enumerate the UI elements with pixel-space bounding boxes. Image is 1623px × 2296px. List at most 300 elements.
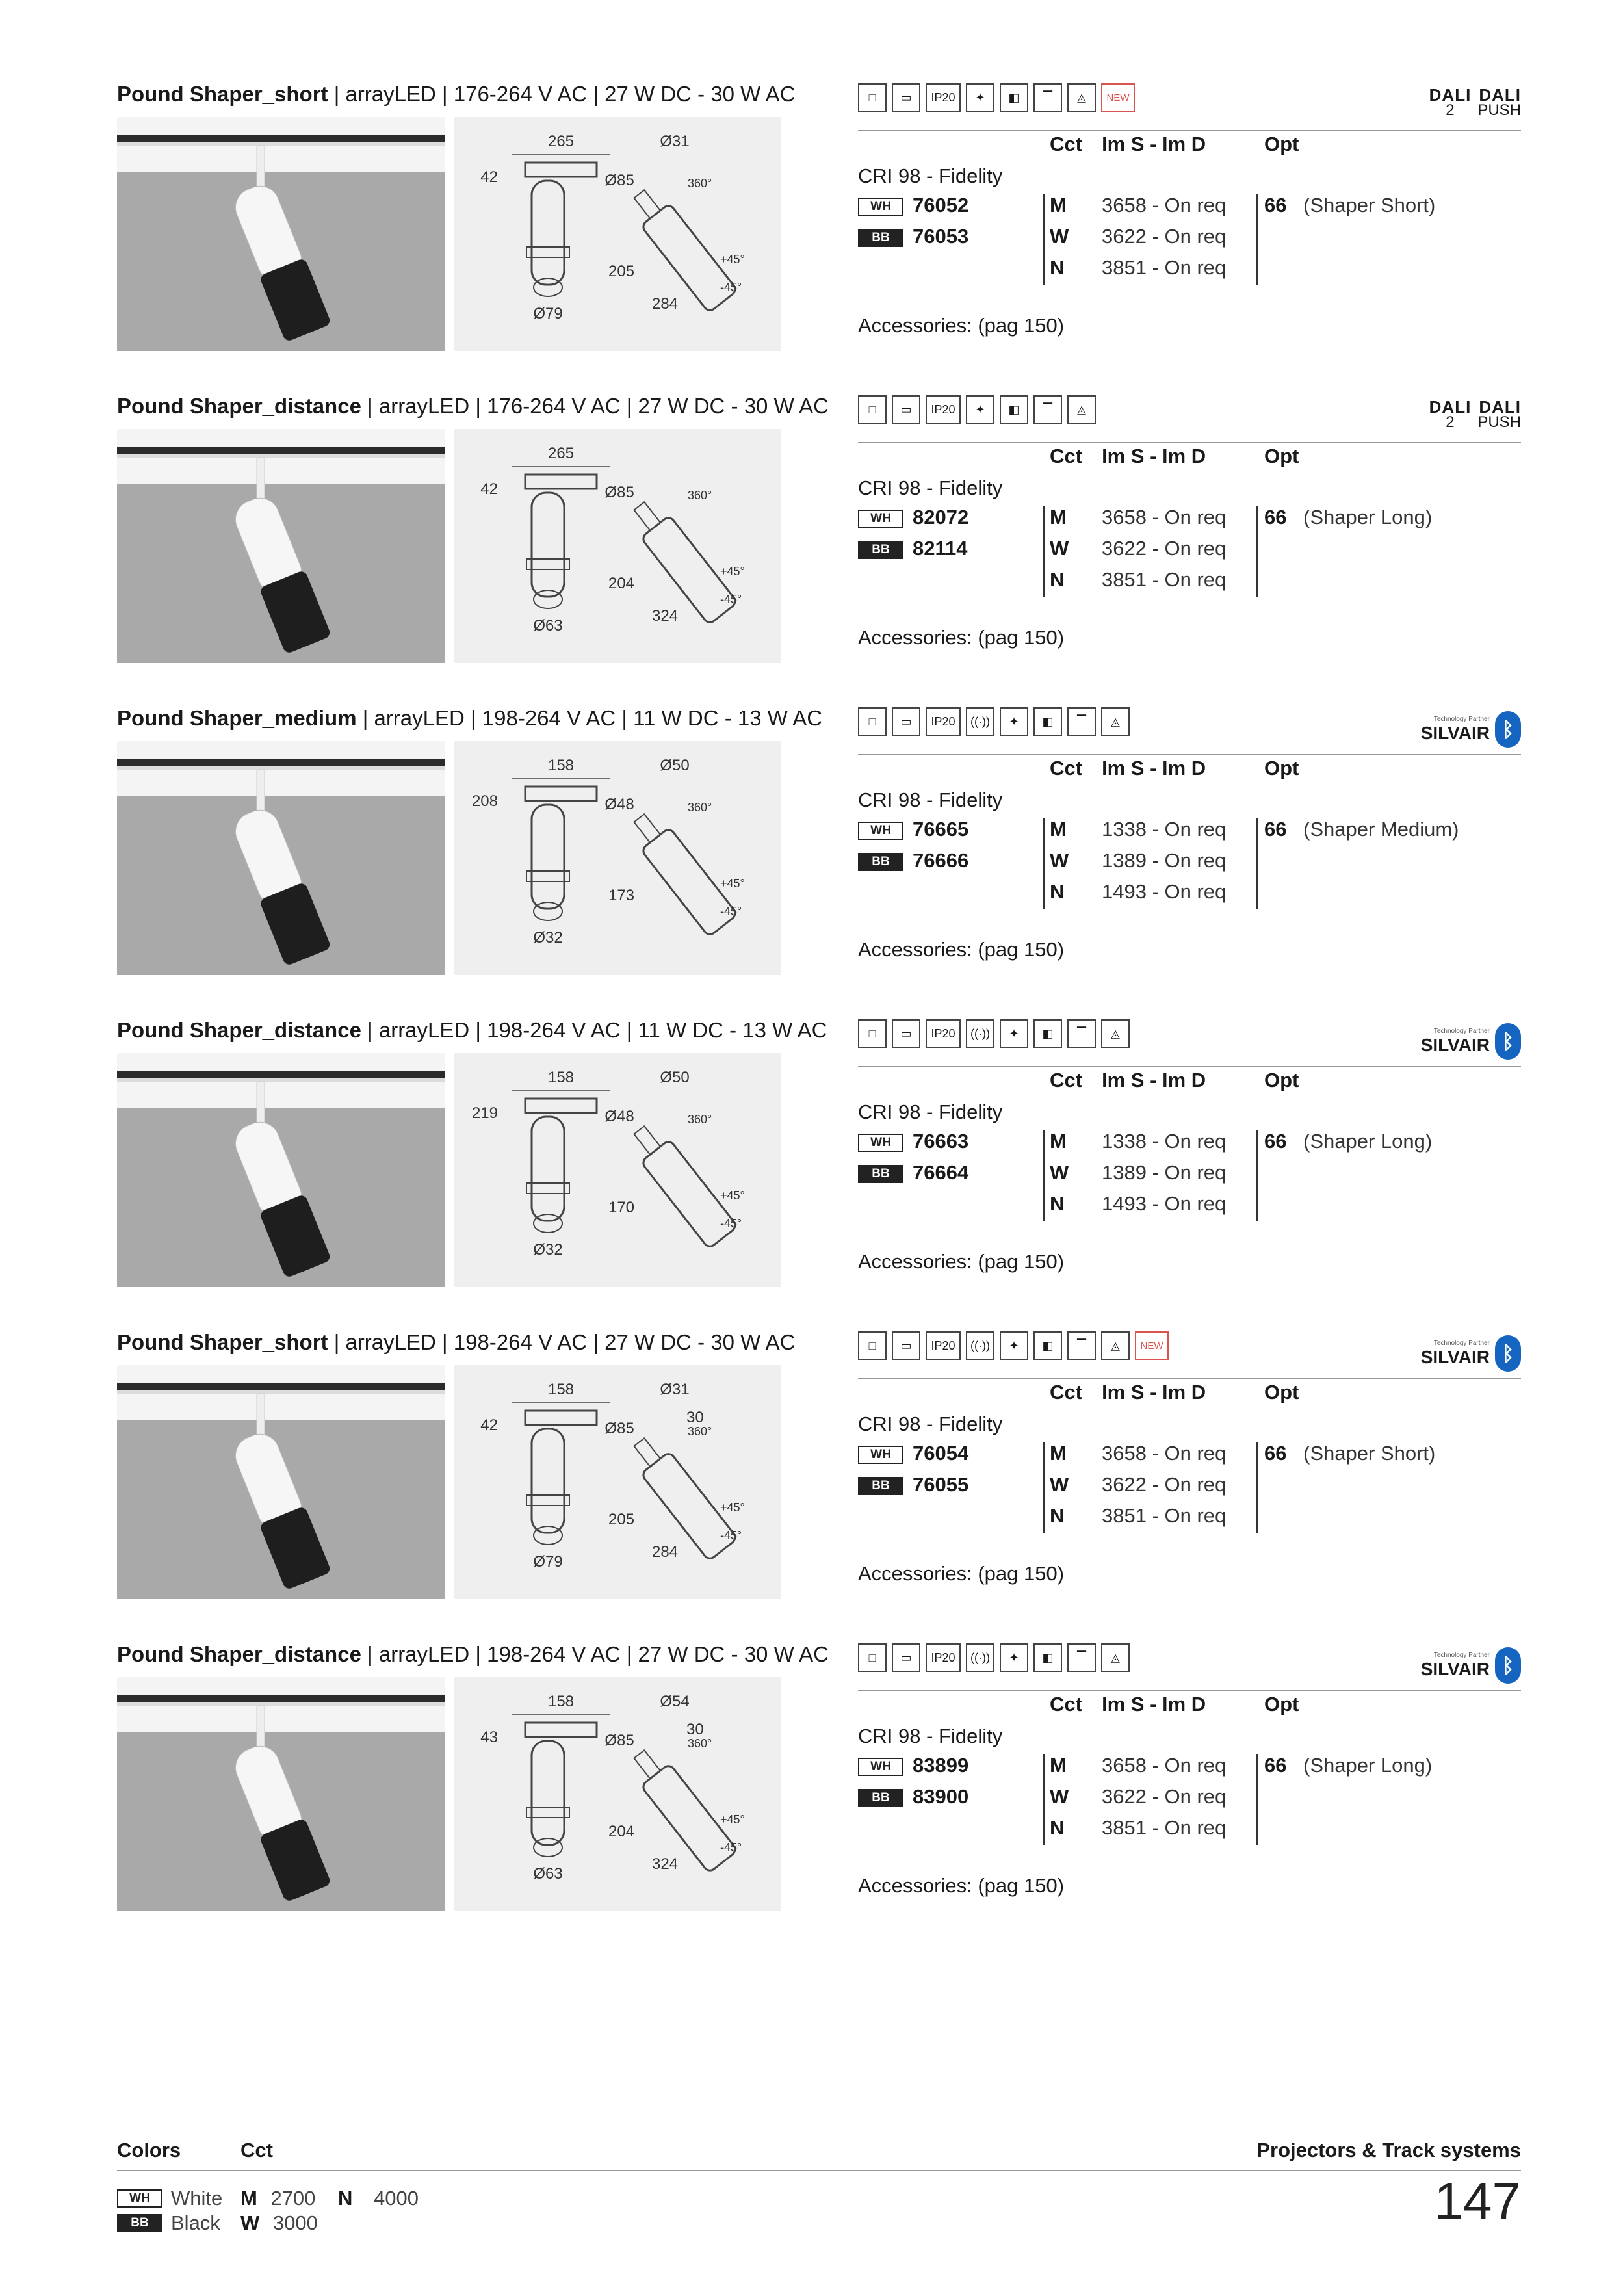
product-code: 76053 [913,225,969,248]
spec-icon: ✦ [966,395,994,424]
lumen-value: 3622 - On req [1102,537,1227,560]
product-name: Pound Shaper_distance [117,1018,361,1042]
product-title [117,1018,827,1043]
opt-label: (Shaper Long) [1303,506,1433,528]
lumen-header: lm S - lm D [1102,445,1206,467]
cct-row [858,1785,1521,1815]
product-photo [117,1365,445,1599]
track-adapter [525,787,597,801]
lumen-header: lm S - lm D [1102,1381,1206,1403]
product-name: Pound Shaper_distance [117,394,361,418]
body-diameter-dim: Ø85 [604,1420,634,1437]
cct-code: N [1050,1192,1065,1215]
height-dim: 42 [480,480,498,498]
cct-header: Cct [1050,1069,1082,1091]
cct-code: N [1050,568,1065,591]
spec-icon: ◧ [1000,83,1028,112]
spec-icon: ✦ [1000,1019,1028,1048]
dimension-drawing [454,1365,781,1599]
technology-partner-label: Technology Partner [1433,1339,1490,1347]
footer-color-black [117,2211,221,2237]
tilt-plus-dim: +45° [720,565,745,578]
spotlight-image [117,1677,445,1911]
accessories-note: Accessories: (pag 150) [858,1562,1065,1585]
tilt-minus-dim: -45° [720,1529,742,1542]
width-dim: 265 [547,133,575,150]
spec-icon: ✦ [1000,1331,1028,1360]
lumen-value: 3658 - On req [1102,506,1227,528]
spec-icon: ◬ [1101,1331,1130,1360]
extra-dim: 30 [686,1409,704,1426]
accessories-note: Accessories: (pag 150) [858,938,1065,961]
cct-code: W [1050,1473,1069,1496]
front-lens [534,1214,562,1233]
lumen-value: 3851 - On req [1102,1816,1227,1839]
spec-icon: ✦ [1000,1643,1028,1672]
front-body [532,805,564,909]
length-dim: 204 [608,575,635,592]
color-badge: WH [858,198,903,216]
cct-code: N [1050,1504,1065,1527]
silvair-name: SILVAIR [1420,1658,1490,1679]
cct-code: M [1050,1442,1067,1465]
spec-icons [858,83,1135,112]
opt-number: 66 [1264,1442,1287,1465]
spec-icon: ▔ [1033,83,1062,112]
opt-header: Opt [1264,1693,1299,1715]
spotlight-image [117,741,445,975]
spec-icon: ◬ [1101,1643,1130,1672]
front-body [532,1117,564,1221]
lumen-value: 3622 - On req [1102,1473,1227,1496]
silvair-name: SILVAIR [1420,1034,1490,1055]
bottom-diameter-dim: Ø63 [533,1865,563,1883]
cct-header: Cct [1050,757,1082,779]
cri-label: CRI 98 - Fidelity [858,1101,1003,1123]
width-dim: 158 [547,1069,575,1086]
color-badge: WH [858,822,903,840]
wh-badge: WH [117,2189,162,2208]
footer-color-white [117,2187,221,2213]
rotation-dim: 360° [688,489,712,502]
color-badge: BB [858,853,903,871]
body-diameter-dim: Ø48 [604,796,634,813]
bottom-diameter-dim: Ø32 [533,1241,563,1259]
cct-code: N [1050,1816,1065,1839]
product-title [117,394,829,419]
spec-icon: IP20 [926,1331,961,1360]
lumen-value: 3851 - On req [1102,256,1227,279]
cri-label: CRI 98 - Fidelity [858,164,1003,187]
spec-icon: ((·)) [966,1643,994,1672]
product-section [117,1643,1521,1949]
spec-icon: ((·)) [966,1019,994,1048]
dali-2-logo: DALI 2 [1429,85,1472,119]
spec-icon: ▭ [892,707,920,736]
front-body [532,1429,564,1533]
lumen-value: 3658 - On req [1102,1442,1227,1465]
lumen-value: 3658 - On req [1102,1754,1227,1777]
track-adapter [525,1411,597,1425]
cct-code: M [1050,1754,1067,1777]
length2-dim: 324 [651,607,679,625]
silvair-logo [1421,1023,1521,1060]
tilt-plus-dim: +45° [720,1501,745,1514]
opt-label: (Shaper Medium) [1303,818,1459,841]
color-badge: WH [858,1446,903,1464]
dimension-drawing [454,1053,781,1287]
silvair-logo [1421,711,1521,748]
spec-icon: ▭ [892,83,920,112]
opt-header: Opt [1264,757,1299,779]
technical-drawing [454,1365,781,1599]
product-title [117,1330,796,1355]
opt-row [858,506,1521,536]
top-diameter-dim: Ø54 [660,1693,690,1710]
color-badge: BB [858,1165,903,1183]
bluetooth-icon: ᛒ [1495,1335,1521,1372]
n-val: 4000 [374,2187,419,2210]
spec-panel [858,83,1521,356]
spec-icon: ✦ [966,83,994,112]
w-key: W [240,2211,260,2234]
product-name: Pound Shaper_short [117,82,328,106]
front-ring [526,871,569,881]
front-ring [526,559,569,569]
spec-icon: ◧ [1033,1331,1062,1360]
dimension-drawing [454,1677,781,1911]
spec-icon: ((·)) [966,1331,994,1360]
lumen-value: 1493 - On req [1102,880,1227,903]
cct-row [858,568,1521,598]
lumen-value: 1389 - On req [1102,849,1227,872]
cct-header: Cct [1050,133,1082,155]
dali-logo [1429,87,1521,118]
product-code: 76666 [913,849,969,872]
spec-icons [858,395,1096,424]
color-badge: BB [858,541,903,559]
dali-push-logo: DALI PUSH [1477,85,1521,119]
footer-cct-label: Cct [240,2139,273,2161]
spotlight-image [117,1053,445,1287]
page-number: 147 [1434,2172,1521,2230]
tilt-minus-dim: -45° [720,905,742,918]
lumen-value: 3622 - On req [1102,1785,1227,1808]
product-code: 82114 [913,537,968,560]
product-code: 76055 [913,1473,969,1496]
spec-icon: ▭ [892,1331,920,1360]
tilt-plus-dim: +45° [720,877,745,890]
body-diameter-dim: Ø85 [604,172,634,189]
rotation-dim: 360° [688,177,712,190]
m-val: 2700 [270,2187,316,2210]
dimension-drawing [454,741,781,975]
product-specs: | arrayLED | 176-264 V AC | 27 W DC - 30 W AC [361,394,829,418]
spec-divider [858,442,1521,443]
product-photo [117,117,445,351]
front-ring [526,1495,569,1506]
spec-icons [858,1643,1130,1672]
footer-cct-m [240,2187,315,2210]
technical-drawing [454,741,781,975]
accessories-note: Accessories: (pag 150) [858,1874,1065,1897]
cct-code: M [1050,194,1067,216]
product-specs: | arrayLED | 198-264 V AC | 27 W DC - 30 W AC [328,1330,796,1354]
front-ring [526,1183,569,1194]
spec-panel [858,1019,1521,1292]
footer-category: Projectors & Track systems [1256,2139,1521,2161]
cct-row [858,1192,1521,1222]
product-code: 76052 [913,194,969,216]
product-code: 82072 [913,506,969,528]
bottom-diameter-dim: Ø79 [533,1553,563,1571]
height-dim: 43 [480,1729,498,1746]
product-specs: | arrayLED | 176-264 V AC | 27 W DC - 30 W AC [328,82,796,106]
body-diameter-dim: Ø48 [604,1108,634,1125]
opt-number: 66 [1264,1130,1287,1153]
product-section [117,395,1521,701]
product-name: Pound Shaper_short [117,1330,328,1354]
spec-icon: □ [858,1331,887,1360]
front-lens [534,902,562,920]
extra-dim: 30 [686,1721,704,1738]
spec-panel [858,1331,1521,1604]
cct-row [858,1504,1521,1534]
track-adapter [525,163,597,177]
technology-partner-label: Technology Partner [1433,1651,1490,1659]
new-badge: NEW [1101,83,1135,112]
footer-colors-label: Colors [117,2139,181,2161]
opt-number: 66 [1264,1754,1287,1777]
cct-code: N [1050,880,1065,903]
dimension-drawing [454,429,781,663]
bottom-diameter-dim: Ø79 [533,305,563,322]
opt-header: Opt [1264,133,1299,155]
front-ring [526,247,569,257]
bluetooth-icon: ᛒ [1495,1023,1521,1060]
height-dim: 208 [471,792,498,810]
spec-icon: IP20 [926,1019,961,1048]
bb-badge: BB [117,2214,162,2232]
dimension-drawing [454,117,781,351]
spec-panel [858,395,1521,668]
opt-header: Opt [1264,1069,1299,1091]
cct-code: M [1050,818,1067,841]
cri-label: CRI 98 - Fidelity [858,1725,1003,1747]
body-diameter-dim: Ø85 [604,484,634,501]
footer-cct-n [338,2187,419,2210]
tilt-minus-dim: -45° [720,593,742,606]
spec-divider [858,754,1521,755]
accessories-note: Accessories: (pag 150) [858,1250,1065,1273]
opt-row [858,1754,1521,1784]
cct-code: W [1050,225,1069,248]
top-diameter-dim: Ø31 [660,1381,690,1398]
color-badge: WH [858,1134,903,1152]
track-adapter [525,475,597,489]
cct-code: W [1050,1161,1069,1184]
spec-panel [858,1643,1521,1916]
opt-number: 66 [1264,194,1287,216]
accessories-note: Accessories: (pag 150) [858,626,1065,649]
spec-icon: ▭ [892,1643,920,1672]
body-diameter-dim: Ø85 [604,1732,634,1749]
spec-divider [858,1378,1521,1379]
opt-number: 66 [1264,506,1287,528]
cct-row [858,849,1521,879]
top-diameter-dim: Ø50 [660,757,690,774]
spec-icon: IP20 [926,1643,961,1672]
spec-icon: ▔ [1067,1019,1096,1048]
spec-icon: ◧ [1033,1643,1062,1672]
spec-icon: ▔ [1033,395,1062,424]
product-name: Pound Shaper_distance [117,1642,361,1666]
technology-partner-label: Technology Partner [1433,715,1490,723]
cct-row [858,1161,1521,1191]
product-code: 83900 [913,1785,969,1808]
cct-code: M [1050,1130,1067,1153]
color-badge: BB [858,1477,903,1495]
opt-row [858,194,1521,224]
lumen-value: 1338 - On req [1102,818,1227,841]
length-dim: 205 [608,1511,635,1528]
cri-label: CRI 98 - Fidelity [858,1413,1003,1435]
rotation-dim: 360° [688,801,712,814]
color-badge: WH [858,1758,903,1776]
tilt-minus-dim: -45° [720,1841,742,1854]
product-title [117,706,822,731]
wh-name: White [171,2187,223,2210]
product-specs: | arrayLED | 198-264 V AC | 27 W DC - 30 W AC [361,1642,829,1666]
cct-header: Cct [1050,445,1082,467]
cct-row [858,256,1521,286]
length-dim: 170 [608,1199,635,1216]
bottom-diameter-dim: Ø32 [533,929,563,946]
cct-code: W [1050,537,1069,560]
lumen-value: 1493 - On req [1102,1192,1227,1215]
top-diameter-dim: Ø31 [660,133,690,150]
lumen-header: lm S - lm D [1102,1693,1206,1715]
spec-icon: IP20 [926,83,961,112]
spec-icon: ▔ [1067,1331,1096,1360]
spotlight-image [117,1365,445,1599]
product-photo [117,1677,445,1911]
opt-label: (Shaper Long) [1303,1130,1433,1153]
opt-header: Opt [1264,445,1299,467]
rotation-dim: 360° [688,1113,712,1126]
spec-icon: □ [858,395,887,424]
cct-row [858,225,1521,255]
product-code: 76664 [913,1161,969,1184]
cct-row [858,1473,1521,1503]
cct-row [858,880,1521,910]
rotation-dim: 360° [688,1737,712,1750]
technology-partner-label: Technology Partner [1433,1027,1490,1035]
product-code: 76054 [913,1442,969,1465]
dali-push-logo: DALI PUSH [1477,397,1521,431]
lumen-header: lm S - lm D [1102,1069,1206,1091]
color-badge: BB [858,229,903,247]
cct-code: W [1050,849,1069,872]
product-specs: | arrayLED | 198-264 V AC | 11 W DC - 13 W AC [356,706,823,730]
spec-icon: ◬ [1067,83,1096,112]
product-photo [117,1053,445,1287]
bluetooth-icon: ᛒ [1495,711,1521,748]
front-body [532,493,564,597]
accessories-note: Accessories: (pag 150) [858,314,1065,337]
height-dim: 42 [480,1416,498,1434]
width-dim: 158 [547,1381,575,1398]
length2-dim: 324 [651,1855,679,1873]
product-specs: | arrayLED | 198-264 V AC | 11 W DC - 13 W AC [361,1018,827,1042]
dali-logo [1429,399,1521,430]
cct-code: W [1050,1785,1069,1808]
front-body [532,1741,564,1845]
spotlight-image [117,429,445,663]
technical-drawing [454,429,781,663]
spec-icon: ▔ [1067,707,1096,736]
silvair-name: SILVAIR [1420,722,1490,743]
width-dim: 158 [547,1693,575,1710]
tilt-minus-dim: -45° [720,1217,742,1230]
spec-icons [858,707,1130,736]
spec-icon: ◧ [1033,1019,1062,1048]
front-lens [534,1838,562,1857]
front-ring [526,1807,569,1818]
product-code: 83899 [913,1754,969,1777]
opt-header: Opt [1264,1381,1299,1403]
product-title [117,1642,829,1667]
opt-row [858,1442,1521,1472]
product-photo [117,429,445,663]
width-dim: 265 [547,445,575,462]
opt-number: 66 [1264,818,1287,841]
spec-icon: IP20 [926,395,961,424]
length2-dim: 284 [651,1543,679,1561]
spec-icon: □ [858,83,887,112]
lumen-value: 3622 - On req [1102,225,1227,248]
length-dim: 205 [608,263,635,280]
cct-header: Cct [1050,1381,1082,1403]
new-badge: NEW [1135,1331,1169,1360]
technical-drawing [454,1053,781,1287]
color-badge: WH [858,510,903,528]
product-section [117,83,1521,389]
bb-name: Black [171,2211,220,2234]
silvair-logo [1421,1335,1521,1372]
length-dim: 173 [608,887,635,904]
cct-row [858,537,1521,567]
lumen-header: lm S - lm D [1102,133,1206,155]
spec-icon: ▭ [892,1019,920,1048]
spec-divider [858,130,1521,131]
tilt-plus-dim: +45° [720,253,745,266]
opt-label: (Shaper Short) [1303,194,1436,216]
cri-label: CRI 98 - Fidelity [858,789,1003,811]
spec-icon: ◧ [1033,707,1062,736]
cct-header: Cct [1050,1693,1082,1715]
opt-label: (Shaper Short) [1303,1442,1436,1465]
product-section [117,1331,1521,1637]
spec-icon: ◬ [1101,1019,1130,1048]
spec-icon: ▔ [1067,1643,1096,1672]
opt-label: (Shaper Long) [1303,1754,1433,1777]
footer-divider [117,2170,1521,2171]
product-name: Pound Shaper_medium [117,706,357,730]
bottom-diameter-dim: Ø63 [533,617,563,634]
cct-row [858,1816,1521,1846]
lumen-value: 1338 - On req [1102,1130,1227,1153]
